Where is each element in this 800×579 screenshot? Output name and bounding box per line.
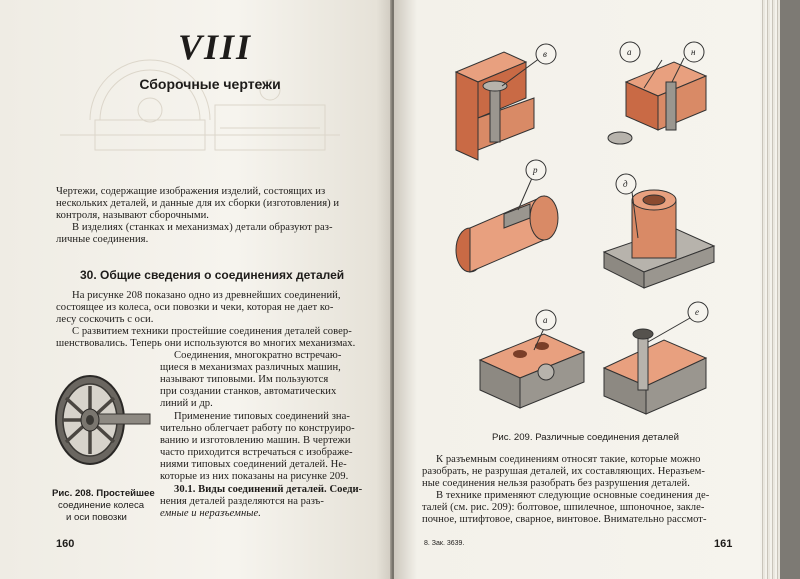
text-line: С развитием техники простейшие соединения деталей совер- [72,326,352,337]
chapter-title: Сборочные чертежи [139,76,281,92]
figure-label: н [691,47,696,57]
text-line: нескольких деталей, и данные для их сборки (изготовления) и [56,198,340,209]
wheel-illustration [44,366,154,476]
text-line: контроля, называют сборочными. [56,210,210,221]
print-order-note: 8. Зак. 3639. [424,540,465,547]
text-line: которые из них показаны на рисунке 209. [160,471,349,482]
figure-label: д [623,179,628,189]
text-line: чительно облегчает работу по конструиро- [160,423,355,434]
text-line: шенствовались. Теперь они используются во многих механизмах. [56,338,356,349]
figure-caption: и оси повозки [66,512,127,523]
text-line: емные и неразъемные. [160,508,261,519]
bolt-joint-illustration [456,52,540,160]
text-line: нения деталей разделяются на разъ- [160,496,324,507]
text-line: лесу соскочить с оси. [56,314,154,325]
section-heading: 30. Общие сведения о соединениях деталей [80,268,345,282]
text-line: разобрать, не разрушая деталей, их составляющих. Неразъем- [422,466,705,477]
pin-joint-illustration [480,324,584,408]
text-line: В изделиях (станках и механизмах) детали образуют раз- [72,222,333,233]
text-line: 30.1. Виды соединений деталей. Соеди- [174,484,363,495]
stud-joint-illustration [608,58,706,144]
text-line: почное, штифтовое, сварное, винтовое. Внимательно рассмот- [422,514,707,525]
figure-caption: Рис. 209. Различные соединения деталей [492,432,679,443]
figure-label: в [543,49,547,59]
text-line: В технике применяют следующие основные соединения де- [436,490,710,501]
text-line: Соединения, многократно встречаю- [174,350,342,361]
cylinder-joint-illustration [604,190,714,288]
figure-label: а [627,47,632,57]
figure-caption: соединение колеса [58,500,145,511]
screw-joint-illustration [604,318,706,414]
left-page [0,0,392,579]
page-number: 160 [56,538,75,550]
text-line: при создании станков, автоматических [160,386,337,397]
text-line: состоящее из колеса, оси повозки и чеки, которая не дает ко- [56,302,334,313]
text-line: талей (см. рис. 209): болтовое, шпилечное, шпоночное, закле- [422,502,705,513]
key-joint-illustration [456,178,558,272]
figure-label: е [695,307,699,317]
text-line: часто приходится встречаться с изображе- [160,447,353,458]
figure-caption: Рис. 208. Простейшее [52,488,155,499]
page-edges [760,0,780,579]
chapter-number: VIII [177,27,253,67]
text-line: щиеся в механизмах различных машин, [160,362,341,373]
figure-209 [394,0,754,430]
figure-label: р [533,165,538,175]
text-line: линий и др. [160,398,213,409]
right-page [394,0,780,579]
page-number: 161 [714,538,733,550]
figure-label: а [543,315,548,325]
text-line: Чертежи, содержащие изображения изделий, состоящих из [56,186,326,197]
text-line: называют типовыми. Им пользуются [160,374,329,385]
text-line: Применение типовых соединений зна- [174,411,350,422]
text-line: На рисунке 208 показано одно из древнейших соединений, [72,290,341,301]
text-line: ванию и изготовлению машин. В чертежи [160,435,351,446]
text-line: личные соединения. [56,234,149,245]
text-line: ные соединения нельзя разобрать без разрушения деталей. [422,478,690,489]
text-line: ниями типовых соединений деталей. Не- [160,459,347,470]
text-line: К разъемным соединениям относят такие, которые можно [436,454,701,465]
